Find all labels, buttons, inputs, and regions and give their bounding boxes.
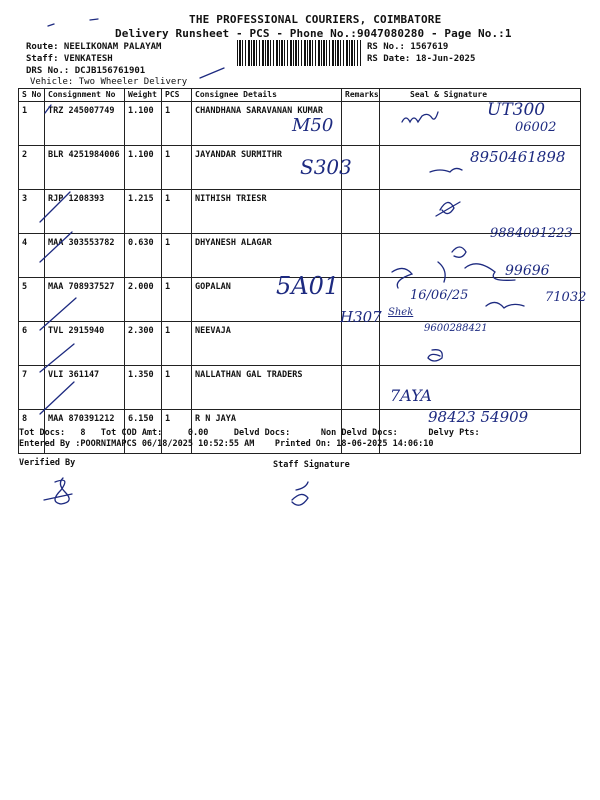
handwriting-r1-b: 06002 bbox=[515, 120, 557, 135]
vehicle-label: Vehicle: Two Wheeler Delivery bbox=[30, 77, 188, 87]
cell-weight: 1.215 bbox=[125, 190, 162, 234]
cell-consignee: GOPALAN bbox=[192, 278, 342, 322]
totals-line: Tot Docs: 8 Tot COD Amt: 0.00 Delvd Docs: Non Delvd Docs: Delvy Pts: bbox=[19, 428, 480, 438]
runsheet-subtitle: Delivery Runsheet - PCS - Phone No.:9047080280 - Page No.:1 bbox=[115, 27, 512, 40]
cell-pcs: 1 bbox=[162, 190, 192, 234]
cell-consignment: MAA 303553782 bbox=[45, 234, 125, 278]
handwriting-r5-b: 99696 bbox=[505, 263, 550, 279]
cell-consignee: NEEVAJA bbox=[192, 322, 342, 366]
cell-consignee: JAYANDAR SURMITHR bbox=[192, 146, 342, 190]
staff-label: Staff: VENKATESH bbox=[26, 54, 113, 64]
table-row bbox=[19, 366, 581, 410]
cell-remarks bbox=[342, 102, 380, 146]
col-signature: Seal & Signature bbox=[380, 89, 581, 102]
cell-weight: 1.100 bbox=[125, 146, 162, 190]
cell-sno: 5 bbox=[19, 278, 45, 322]
cell-sno: 3 bbox=[19, 190, 45, 234]
cell-pcs: 1 bbox=[162, 234, 192, 278]
company-title: THE PROFESSIONAL COURIERS, COIMBATORE bbox=[189, 13, 442, 26]
route-label: Route: NEELIKONAM PALAYAM bbox=[26, 42, 162, 52]
barcode bbox=[237, 40, 361, 66]
handwriting-r8-b: 98423 54909 bbox=[428, 408, 529, 426]
handwriting-r6-a: H307 bbox=[340, 308, 382, 326]
rs-date: RS Date: 18-Jun-2025 bbox=[367, 54, 476, 64]
cell-sno: 6 bbox=[19, 322, 45, 366]
cell-consignee: NALLATHAN GAL TRADERS bbox=[192, 366, 342, 410]
cell-pcs: 1 bbox=[162, 410, 192, 454]
staff-signature-label: Staff Signature bbox=[273, 460, 350, 470]
cell-pcs: 1 bbox=[162, 146, 192, 190]
col-consignment: Consignment No bbox=[45, 89, 125, 102]
cell-consignment: MAA 870391212 bbox=[45, 410, 125, 454]
handwriting-r5-d: 71032 bbox=[545, 290, 587, 305]
handwriting-r4-a: 9884091223 bbox=[490, 226, 573, 241]
rs-number: RS No.: 1567619 bbox=[367, 42, 449, 52]
cell-pcs: 1 bbox=[162, 102, 192, 146]
verified-by-label: Verified By bbox=[19, 458, 76, 468]
cell-weight: 2.300 bbox=[125, 322, 162, 366]
col-pcs: PCS bbox=[162, 89, 192, 102]
col-weight: Weight bbox=[125, 89, 162, 102]
cell-consignment: VLI 361147 bbox=[45, 366, 125, 410]
cell-sno: 1 bbox=[19, 102, 45, 146]
cell-remarks bbox=[342, 322, 380, 366]
cell-consignment: RJP 1208393 bbox=[45, 190, 125, 234]
col-sno: S No bbox=[19, 89, 45, 102]
cell-consignment: BLR 4251984006 bbox=[45, 146, 125, 190]
cell-sno: 4 bbox=[19, 234, 45, 278]
handwriting-r5-a: 5A01 bbox=[276, 272, 340, 300]
cell-consignment: TRZ 245007749 bbox=[45, 102, 125, 146]
cell-weight: 2.000 bbox=[125, 278, 162, 322]
cell-remarks bbox=[342, 190, 380, 234]
entered-by-line: Entered By :POORNIMAPCS 06/18/2025 10:52:55 AM Printed On: 18-06-2025 14:06:10 bbox=[19, 439, 434, 449]
cell-sno: 8 bbox=[19, 410, 45, 454]
handwriting-r2-b: S303 bbox=[300, 155, 352, 179]
cell-sno: 7 bbox=[19, 366, 45, 410]
col-remarks: Remarks bbox=[342, 89, 380, 102]
drs-label: DRS No.: DCJB156761901 bbox=[26, 66, 146, 76]
cell-remarks bbox=[342, 234, 380, 278]
handwriting-r5-c: 16/06/25 bbox=[410, 288, 469, 303]
cell-consignment: MAA 708937527 bbox=[45, 278, 125, 322]
cell-remarks bbox=[342, 366, 380, 410]
cell-consignee: DHYANESH ALAGAR bbox=[192, 234, 342, 278]
cell-consignment: TVL 2915940 bbox=[45, 322, 125, 366]
handwriting-r1-c: M50 bbox=[292, 115, 334, 136]
cell-weight: 1.350 bbox=[125, 366, 162, 410]
staff-signature bbox=[292, 482, 308, 505]
handwriting-r8-a: 7AYA bbox=[390, 386, 432, 405]
cell-pcs: 1 bbox=[162, 278, 192, 322]
cell-pcs: 1 bbox=[162, 366, 192, 410]
cell-consignee: R N JAYA bbox=[192, 410, 342, 454]
cell-sno: 2 bbox=[19, 146, 45, 190]
handwriting-r1-a: UT300 bbox=[487, 100, 546, 120]
handwriting-r6-c: 9600288421 bbox=[424, 323, 488, 334]
cell-consignee: CHANDHANA SARAVANAN KUMAR bbox=[192, 102, 342, 146]
table-row bbox=[19, 322, 581, 366]
verified-signature bbox=[44, 478, 72, 504]
handwriting-r6-b: Shek bbox=[388, 307, 414, 318]
cell-consignee: NITHISH TRIESR bbox=[192, 190, 342, 234]
handwriting-r2-a: 8950461898 bbox=[470, 148, 566, 166]
cell-weight: 0.630 bbox=[125, 234, 162, 278]
col-consignee: Consignee Details bbox=[192, 89, 342, 102]
cell-weight: 1.100 bbox=[125, 102, 162, 146]
runsheet-table bbox=[18, 88, 581, 454]
cell-pcs: 1 bbox=[162, 322, 192, 366]
cell-weight: 6.150 bbox=[125, 410, 162, 454]
